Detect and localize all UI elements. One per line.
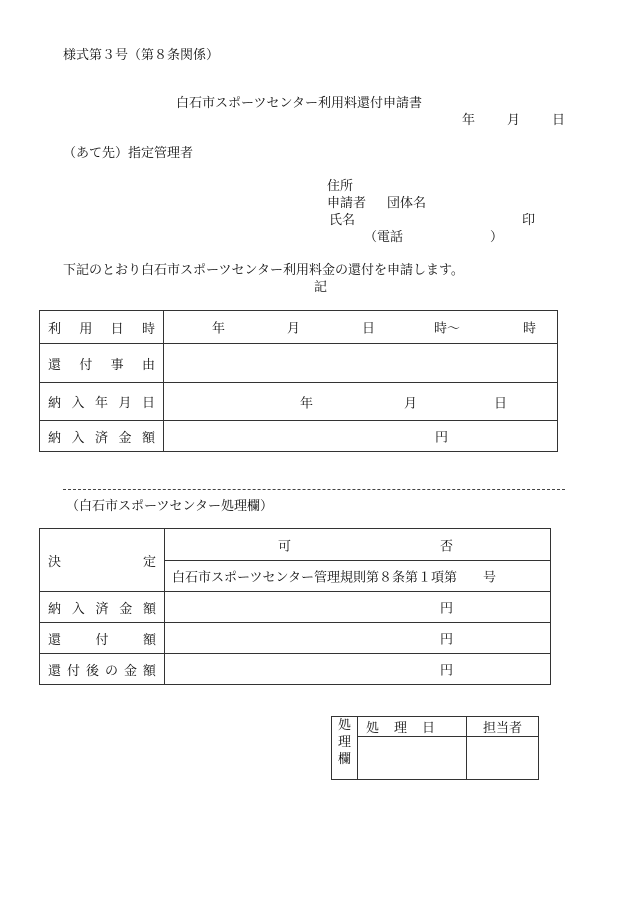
payment-date-label: 納 入 年 月 日 (40, 383, 164, 421)
processing-date-header: 処 理 日 (358, 717, 467, 737)
section-divider (63, 489, 565, 490)
date-month: 月 (507, 113, 521, 128)
processing-date-field[interactable] (358, 737, 467, 780)
date-year: 年 (462, 113, 476, 128)
date-day: 日 (552, 113, 566, 128)
office-paid-amount-label: 納 入 済 金 額 (40, 592, 165, 623)
document-title: 白石市スポーツセンター利用料還付申請書 (176, 96, 422, 111)
address-label: 住所 (327, 179, 354, 194)
processing-body-row (332, 737, 539, 780)
paid-amount-label: 納 入 済 金 額 (40, 421, 164, 452)
decision-row-top (40, 529, 551, 561)
office-section-label: （白石市スポーツセンター処理欄） (66, 499, 273, 514)
regulation-clause[interactable]: 白石市スポーツセンター管理規則第８条第１項第 号 (165, 561, 551, 592)
phone-close: ） (490, 230, 504, 245)
refund-reason-field[interactable] (164, 344, 558, 383)
paid-amount-row (40, 421, 558, 452)
payment-date-field[interactable]: 年 月 日 (164, 383, 558, 421)
ki-label: 記 (314, 280, 328, 295)
office-paid-amount-field[interactable]: 円 (165, 592, 551, 623)
usage-datetime-field[interactable]: 年 月 日 時～ 時 (164, 311, 558, 344)
person-in-charge-field[interactable] (467, 737, 539, 780)
refund-amount-field[interactable]: 円 (165, 623, 551, 654)
applicant-label: 申請者 (327, 196, 367, 211)
usage-datetime-row (40, 311, 558, 344)
addressee: （あて先）指定管理者 (63, 146, 194, 161)
form-number: 様式第３号（第８条関係） (63, 48, 220, 63)
decision-label: 決 定 (40, 529, 165, 592)
application-table (39, 310, 558, 452)
processing-header-row (332, 717, 539, 737)
person-in-charge-header: 担当者 (467, 717, 539, 737)
phone-label: （電話 (364, 230, 404, 245)
refund-amount-label: 還 付 額 (40, 623, 165, 654)
office-paid-amount-row (40, 592, 551, 623)
seal-mark: 印 (522, 213, 536, 228)
decision-options[interactable]: 可 否 (165, 529, 551, 561)
paid-amount-field[interactable]: 円 (164, 421, 558, 452)
processing-side-label: 処 理 欄 (332, 717, 358, 780)
usage-datetime-label: 利 用 日 時 (40, 311, 164, 344)
post-refund-amount-row (40, 654, 551, 685)
refund-reason-label: 還 付 事 由 (40, 344, 164, 383)
group-label: 団体名 (387, 196, 427, 211)
name-label: 氏名 (329, 213, 356, 228)
post-refund-amount-field[interactable]: 円 (165, 654, 551, 685)
payment-date-row (40, 383, 558, 421)
office-table (39, 528, 551, 685)
body-text: 下記のとおり白石市スポーツセンター利用料金の還付を申請します。 (63, 263, 464, 278)
refund-amount-row (40, 623, 551, 654)
processing-box (331, 716, 539, 780)
refund-reason-row (40, 344, 558, 383)
post-refund-amount-label: 還 付 後 の 金 額 (40, 654, 165, 685)
